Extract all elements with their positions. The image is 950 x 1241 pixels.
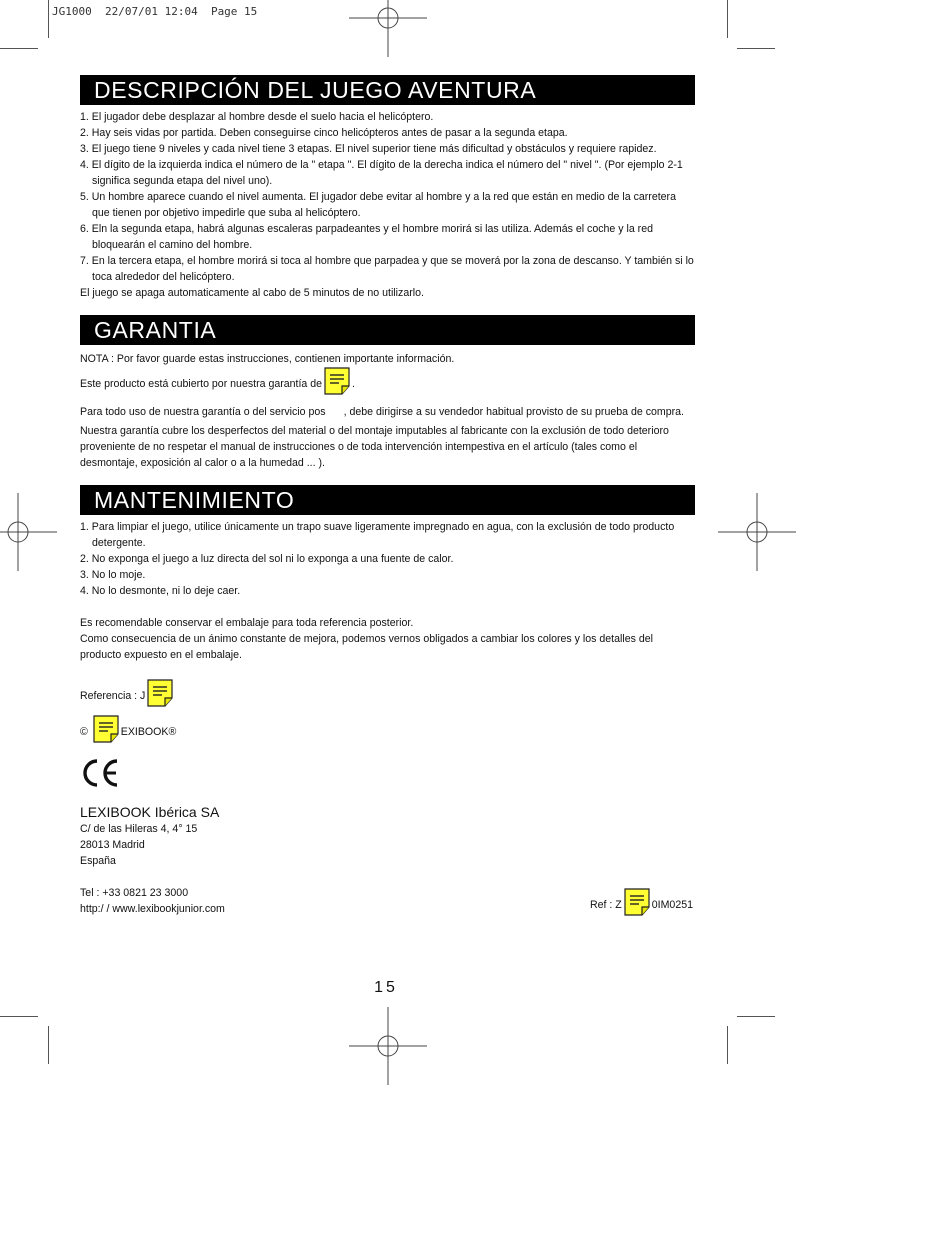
ce-mark-icon (80, 757, 120, 789)
registration-mark (349, 1007, 427, 1085)
registration-mark (349, 0, 427, 57)
crop-mark (737, 48, 775, 49)
warranty-service (80, 395, 695, 471)
copyright-symbol: © (80, 726, 88, 738)
warranty-coverage (80, 367, 695, 395)
sticky-note-icon[interactable] (324, 367, 350, 395)
website-link[interactable]: http:/ / www.lexibookjunior.com (80, 903, 225, 915)
reference-text: Referencia : J (80, 690, 146, 702)
print-header: JG1000 22/07/01 12:04 Page 15 (52, 5, 258, 18)
list-item: 4. No lo desmonte, ni lo deje caer. (80, 585, 241, 597)
address-city: 28013 Madrid (80, 839, 145, 851)
copyright-text: EXIBOOK® (120, 726, 177, 738)
crop-mark (48, 0, 49, 38)
crop-mark (48, 1026, 49, 1064)
list-item: 4. El dígito de la izquierda indica el número de la " etapa ". El dígito de la derecha indica el número del " nivel ". (Por ejemplo 2-1 significa segunda etapa del nivel uno). (80, 159, 683, 187)
crop-mark (737, 1016, 775, 1017)
sticky-note-icon[interactable] (328, 395, 342, 423)
sticky-note-icon[interactable] (93, 715, 119, 743)
address-country: España (80, 855, 116, 867)
list-item: 7. En la tercera etapa, el hombre morirá si toca al hombre que parpadea y que se moverá por la zona de descanso. Y también si lo toca alrededor del helicóptero. (80, 255, 694, 283)
page-content (80, 75, 695, 917)
ref-code (590, 888, 693, 916)
section-title-warranty: GARANTIA (80, 315, 695, 345)
list-item: 2. Hay seis vidas por partida. Deben conseguirse cinco helicópteros antes de pasar a la segunda etapa. (80, 127, 568, 139)
copyright-line (80, 715, 695, 743)
section-title-maintenance: MANTENIMIENTO (80, 485, 695, 515)
packaging-note: Es recomendable conservar el embalaje para toda referencia posterior. (80, 617, 414, 629)
registration-mark (718, 493, 796, 571)
list-item: 3. No lo moje. (80, 569, 146, 581)
improvement-note: Como consecuencia de un ánimo constante de mejora, podemos vernos obligados a cambiar los colores y los detalles del producto expuesto en el embalaje. (80, 633, 653, 661)
ref-code-prefix: Ref : Z (589, 899, 622, 911)
list-item: 2. No exponga el juego a luz directa del sol ni lo exponga a una fuente de calor. (80, 553, 454, 565)
sticky-note-icon[interactable] (147, 679, 173, 707)
crop-mark (0, 48, 38, 49)
list-item: 1. Para limpiar el juego, utilice únicamente un trapo suave ligeramente impregnado en agua, con la exclusión de todo producto detergente. (80, 521, 675, 549)
warranty-body (80, 351, 695, 471)
reference-line (80, 679, 695, 707)
company-name: LEXIBOOK Ibérica SA (80, 804, 220, 820)
phone-number: Tel : +33 0821 23 3000 (80, 887, 189, 899)
list-item: 6. Eln la segunda etapa, habrá algunas escaleras parpadeantes y el hombre morirá si las utiliza. Además el coche y la red bloquearán el camino del hombre. (80, 223, 653, 251)
list-item: 3. El juego tiene 9 niveles y cada nivel tiene 3 etapas. El nivel superior tiene más dificultad y obstáculos y requiere rapidez. (80, 143, 657, 155)
section-title-description: DESCRIPCIÓN DEL JUEGO AVENTURA (80, 75, 695, 105)
ref-code-suffix: 0IM0251 (651, 899, 693, 911)
warranty-coverage-text: Este producto está cubierto por nuestra garantía de (80, 378, 323, 390)
warranty-service-text: Para todo uso de nuestra garantía o del servicio pos (80, 406, 326, 418)
maintenance-body (80, 519, 695, 743)
list-item: 1. El jugador debe desplazar al hombre desde el suelo hacia el helicóptero. (80, 111, 434, 123)
sticky-note-icon[interactable] (624, 888, 650, 916)
address-street: C/ de las Hileras 4, 4° 15 (80, 823, 198, 835)
crop-mark (727, 1026, 728, 1064)
description-body (80, 109, 695, 301)
auto-off-note: El juego se apaga automaticamente al cabo de 5 minutos de no utilizarlo. (80, 287, 424, 299)
page-number: 15 (374, 979, 398, 996)
warranty-coverage-end: . (352, 378, 355, 390)
list-item: 5. Un hombre aparece cuando el nivel aumenta. El jugador debe evitar al hombre y a la red que están en medio de la carretera que tienen por objetivo impedirle que suba al helicóptero. (80, 191, 676, 219)
warranty-service-rest: , debe dirigirse a su vendedor habitual provisto de su prueba de compra. Nuestra garantía cubre los desperfectos del material o del montaje imputables al fabricante con la exclusión de todo deterioro proveniente de no respetar el manual de instrucciones o de toda intervención intempestiva en el artículo (tales como el desmontaje, exposición al calor o a la humedad ... ). (80, 406, 684, 469)
crop-mark (0, 1016, 38, 1017)
registration-mark (0, 493, 57, 571)
description-list (80, 109, 695, 285)
crop-mark (727, 0, 728, 38)
warranty-note: NOTA : Por favor guarde estas instrucciones, contienen importante información. (80, 353, 455, 365)
maintenance-list (80, 519, 695, 599)
